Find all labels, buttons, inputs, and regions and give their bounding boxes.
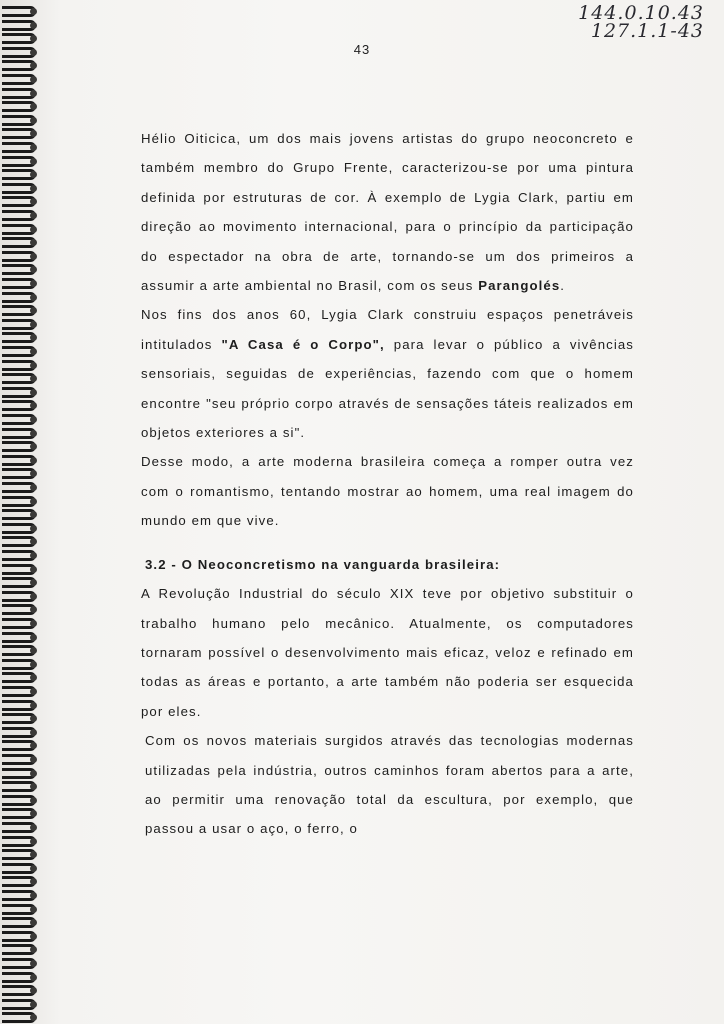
- binding-hole: [30, 443, 37, 450]
- paragraph-oiticica: [141, 124, 634, 300]
- binding-hole: [30, 661, 37, 668]
- binding-hole: [30, 756, 37, 763]
- binding-hole: [30, 824, 37, 831]
- binding-hole: [30, 484, 37, 491]
- binding-hole: [30, 185, 37, 192]
- paragraph-revolucao: A Revolução Industrial do século XIX teve por objetivo substituir o trabalho humano pelo mecânico. Atualmente, os computadores tornaram possível o desenvolvimento mais eficaz, veloz e refinado em todas as áreas e portanto, a arte também não poderia ser esquecida por eles.: [141, 586, 634, 719]
- binding-hole: [30, 375, 37, 382]
- binding-hole: [30, 974, 37, 981]
- paragraph-oiticica-end: .: [560, 278, 566, 294]
- binding-hole: [30, 198, 37, 205]
- binding-hole: [30, 1014, 37, 1021]
- binding-hole: [30, 62, 37, 69]
- binding-hole: [30, 620, 37, 627]
- binding-hole: [30, 212, 37, 219]
- paragraph-lygia-clark: [141, 300, 634, 447]
- binding-hole: [30, 511, 37, 518]
- binding-hole: [30, 266, 37, 273]
- binding-hole: [30, 634, 37, 641]
- binding-hole: [30, 715, 37, 722]
- binding-hole: [30, 470, 37, 477]
- binding-hole: [30, 960, 37, 967]
- binding-hole: [30, 865, 37, 872]
- handwritten-catalog-note: [554, 4, 704, 40]
- binding-hole: [30, 294, 37, 301]
- binding-hole: [30, 22, 37, 29]
- binding-hole: [30, 647, 37, 654]
- binding-hole: [30, 498, 37, 505]
- binding-hole: [30, 1001, 37, 1008]
- page-number: 43: [353, 42, 371, 57]
- handwritten-line-2: 127.1.1-43: [590, 20, 704, 42]
- binding-hole: [30, 906, 37, 913]
- binding-hole: [30, 430, 37, 437]
- binding-hole: [30, 389, 37, 396]
- binding-hole: [30, 117, 37, 124]
- binding-hole: [30, 674, 37, 681]
- binding-hole: [30, 334, 37, 341]
- paragraph-desse-modo: Desse modo, a arte moderna brasileira começa a romper outra vez com o romantismo, tentando mostrar ao homem, uma real imagem do mundo em que vive.: [141, 454, 634, 529]
- binding-hole: [30, 8, 37, 15]
- binding-hole: [30, 810, 37, 817]
- binding-hole: [30, 593, 37, 600]
- binding-hole: [30, 729, 37, 736]
- binding-hole: [30, 144, 37, 151]
- binding-hole: [30, 933, 37, 940]
- binding-hole: [30, 878, 37, 885]
- paragraph-oiticica-text: Hélio Oiticica, um dos mais jovens artistas do grupo neoconcreto e também membro do Grupo Frente, caracterizou-se por uma pintura definida por estruturas de cor. À exemplo de Lygia Clark, partiu em direção ao movimento internacional, para o princípio da participação do espectador na obra de arte, tornando-se um dos primeiros a assumir a arte ambiental no Brasil, com os seus: [141, 131, 634, 294]
- binding-hole: [30, 239, 37, 246]
- binding-hole: [30, 797, 37, 804]
- binding-hole: [30, 130, 37, 137]
- binding-hole: [30, 90, 37, 97]
- binding-hole: [30, 688, 37, 695]
- binding-hole: [30, 307, 37, 314]
- binding-hole: [30, 851, 37, 858]
- binding-hole: [30, 702, 37, 709]
- binding-hole: [30, 416, 37, 423]
- binding-hole: [30, 987, 37, 994]
- binding-hole: [30, 606, 37, 613]
- binding-hole: [30, 103, 37, 110]
- binding-hole: [30, 280, 37, 287]
- binding-hole: [30, 566, 37, 573]
- body-text: [141, 124, 634, 844]
- binding-hole: [30, 457, 37, 464]
- binding-hole: [30, 552, 37, 559]
- spacer: [141, 536, 634, 550]
- casa-corpo-bold: "A Casa é o Corpo",: [221, 336, 385, 352]
- paragraph-novos-materiais: Com os novos materiais surgidos através das tecnologias modernas utilizadas pela indústria, outros caminhos foram abertos para a arte, ao permitir uma renovação total da escultura, por exemplo, que passou a usar o aço, o ferro, o: [145, 733, 634, 837]
- binding-hole: [30, 253, 37, 260]
- binding-hole: [30, 158, 37, 165]
- paragraph-lygia-text: Nos fins dos anos 60, Lygia Clark construiu espaços penetráveis intitulados: [141, 307, 634, 352]
- binding-hole: [30, 171, 37, 178]
- binding-hole: [30, 838, 37, 845]
- binding-hole: [30, 946, 37, 953]
- binding-hole: [30, 892, 37, 899]
- parangoles-bold: Parangolés: [478, 278, 561, 294]
- binding-hole: [30, 919, 37, 926]
- binding-hole: [30, 770, 37, 777]
- handwritten-line-1: 144.0.10.43: [578, 2, 704, 24]
- binding-hole: [30, 402, 37, 409]
- binding-hole: [30, 362, 37, 369]
- binding-hole: [30, 321, 37, 328]
- binding-hole: [30, 348, 37, 355]
- binding-hole: [30, 76, 37, 83]
- binding-hole: [30, 525, 37, 532]
- paragraph-lygia-end: para levar o público a vivências sensoriais, seguidas de experiências, fazendo com que o homem encontre "seu próprio corpo através de sensações táteis realizados em objetos exteriores a si".: [141, 336, 634, 441]
- binding-hole: [30, 579, 37, 586]
- binding-hole: [30, 742, 37, 749]
- spiral-binding: [0, 0, 42, 1024]
- section-heading: 3.2 - O Neoconcretismo na vanguarda brasileira:: [145, 556, 501, 572]
- binding-hole: [30, 226, 37, 233]
- binding-hole: [30, 783, 37, 790]
- binding-hole: [30, 538, 37, 545]
